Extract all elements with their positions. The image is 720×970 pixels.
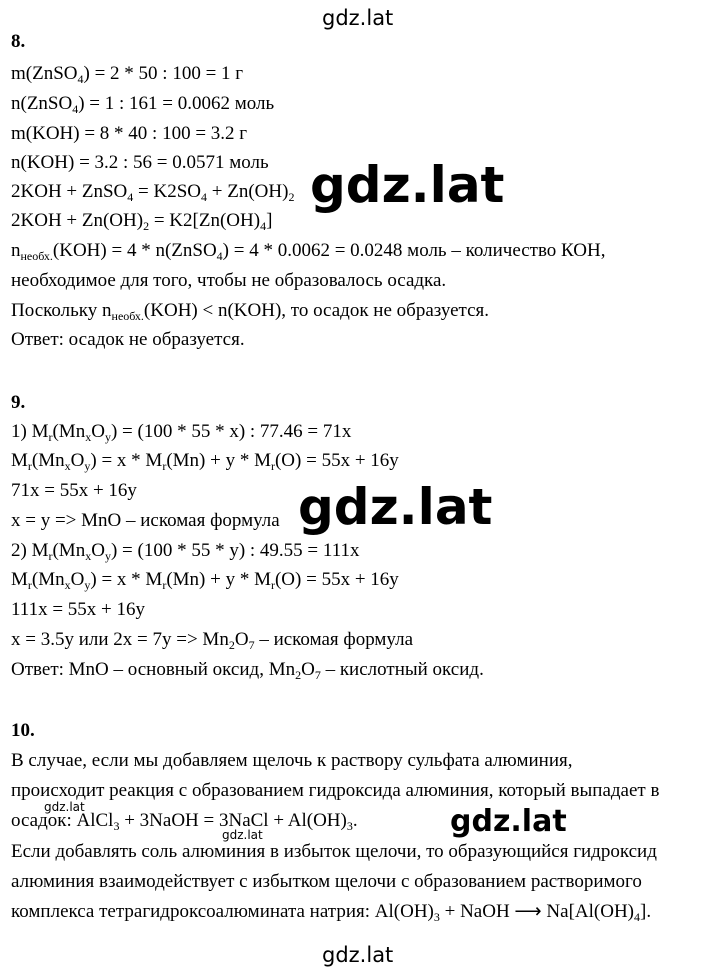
watermark-large-2: gdz.lat <box>298 478 493 536</box>
task9-line-6: $M_r(Mn_xO_y) = x * M_r(Mn) + y * M_r(O) = 55x + 16y$ <box>11 569 399 592</box>
task8-line-9: Поскольку $n_{необх.}(KOH) < n(KOH)$, то осадок не образуется. <box>11 300 489 323</box>
task8-line-4: n(KOH) = 3.2 : 56 = 0.0571 моль <box>11 152 269 173</box>
task8-line-8: необходимое для того, чтобы не образовалось осадка. <box>11 270 447 291</box>
task10-line-3: осадок: AlCl$_3$ + 3NaOH = 3NaCl + $Al(OH)_3$. <box>11 810 358 833</box>
watermark-bottom: gdz.lat <box>322 943 394 967</box>
task8-number: 8. <box>11 31 26 52</box>
task9-line-1: 1) $M_r(Mn_xO_y) = (100 * 55 * x)$ : 77.46 = 71x <box>11 421 352 444</box>
task8-line-5: 2KOH + ZnSO$_4$ = $K2SO_4 + Zn(OH)_2$ <box>11 181 295 204</box>
task9-line-8: x = 3.5y или $2x = 7y => Mn_2O_7$ – искомая формула <box>11 629 414 652</box>
watermark-small-1: gdz.lat <box>44 800 85 814</box>
watermark-top: gdz.lat <box>322 6 394 30</box>
watermark-medium: gdz.lat <box>450 804 567 839</box>
watermark-small-2: gdz.lat <box>222 828 263 842</box>
task8-line-2: n(ZnSO$_4$) = 1 : 161 = 0.0062 моль <box>11 93 275 116</box>
task9-number: 9. <box>11 392 26 413</box>
task8-line-1: m(ZnSO$_4$) = 2 * 50 : 100 = 1 г <box>11 63 244 86</box>
task8-line-7: $n_{необх.}(KOH) = 4$ * n(ZnSO$_4$) = 4 * 0.0062 = 0.0248 моль – количество КОН, <box>11 240 606 263</box>
task9-line-3: 71x = 55x + 16y <box>11 480 137 501</box>
task10-line-5: алюминия взаимодействует с избытком щелочи с образованием растворимого <box>11 871 642 892</box>
task10-line-4: Если добавлять соль алюминия в избыток щелочи, то образующийся гидроксид <box>11 841 657 862</box>
task9-answer: Ответ: MnO – основный оксид, $Mn_2O_7$ – кислотный оксид. <box>11 659 484 682</box>
task9-line-5: 2) $M_r(Mn_xO_y) = (100 * 55 * y)$ : 49.55 = 111x <box>11 540 360 563</box>
task9-line-2: $M_r(Mn_xO_y) = x * M_r(Mn) + y * M_r(O) = 55x + 16y$ <box>11 450 399 473</box>
watermark-large-1: gdz.lat <box>310 156 505 214</box>
task10-line-6: комплекса тетрагидроксоалюмината натрия: $Al(OH)_3$ + NaOH ⟶ $Na[Al(OH)_4]$. <box>11 901 652 924</box>
task8-answer: Ответ: осадок не образуется. <box>11 329 245 350</box>
task9-line-4: x = y => MnO – искомая формула <box>11 510 280 531</box>
task10-line-2: происходит реакция с образованием гидроксида алюминия, который выпадает в <box>11 780 660 801</box>
task10-number: 10. <box>11 720 35 741</box>
task10-line-1: В случае, если мы добавляем щелочь к раствору сульфата алюминия, <box>11 750 573 771</box>
task8-line-6: $2KOH + Zn(OH)_2 = K2[Zn(OH)_4]$ <box>11 210 273 233</box>
task9-line-7: 111x = 55x + 16y <box>11 599 146 620</box>
task8-line-3: m(KOH) = 8 * 40 : 100 = 3.2 г <box>11 123 248 144</box>
